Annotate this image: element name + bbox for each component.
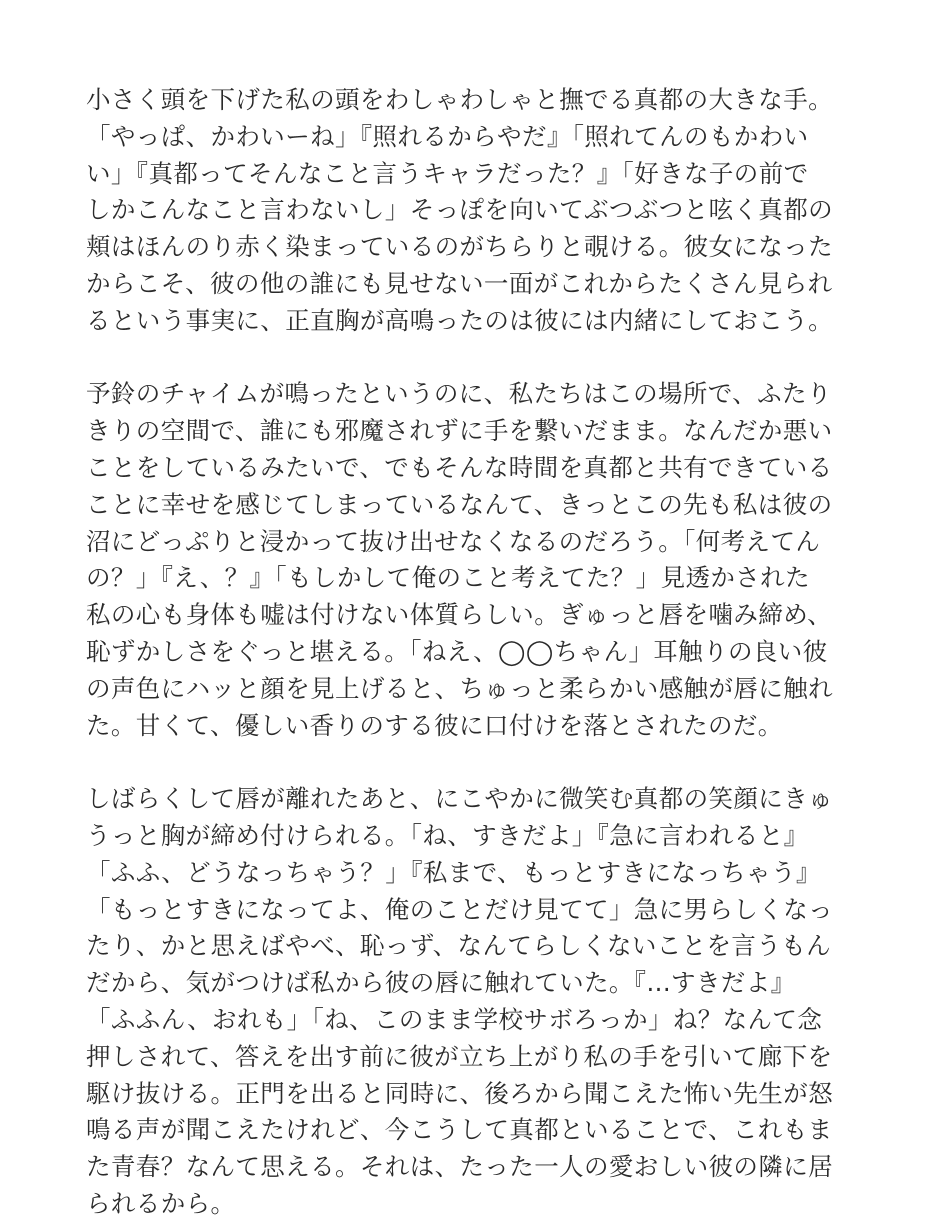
text-line: きりの空間で、誰にも邪魔されずに手を繋いだまま。なんだか悪い <box>86 416 833 446</box>
story-text <box>86 82 886 1223</box>
paragraph-3 <box>86 781 886 1223</box>
text-line: 鳴る声が聞こえたけれど、今こうして真都といることで、これもま <box>86 1115 833 1145</box>
text-line: 「やっぱ、かわいーね」『照れるからやだ』「照れてんのもかわい <box>86 121 809 151</box>
text-line: たり、かと思えばやべ、恥っず、なんてらしくないことを言うもん <box>86 931 832 961</box>
paragraph-gap <box>86 744 886 781</box>
text-line: 頬はほんのり赤く染まっているのがちらりと覗ける。彼女になった <box>86 232 833 262</box>
text-line: しばらくして唇が離れたあと、にこやかに微笑む真都の笑顔にきゅ <box>86 784 833 814</box>
text-line: ことに幸せを感じてしまっているなんて、きっとこの先も私は彼の <box>86 489 833 519</box>
text-line: 駆け抜ける。正門を出ると同時に、後ろから聞こえた怖い先生が怒 <box>86 1078 833 1108</box>
paragraph-gap <box>86 340 886 377</box>
text-line: い」『真都ってそんなこと言うキャラだった？』「好きな子の前で <box>86 158 809 188</box>
text-line: うっと胸が締め付けられる。「ね、すきだよ」『急に言われると』 <box>86 820 809 850</box>
text-line: 押しされて、答えを出す前に彼が立ち上がり私の手を引いて廊下を <box>86 1041 833 1071</box>
text-line: ことをしているみたいで、でもそんな時間を真都と共有できている <box>86 452 833 482</box>
text-line: た。甘くて、優しい香りのする彼に口付けを落とされたのだ。 <box>86 710 783 740</box>
text-line: られるから。 <box>86 1188 236 1218</box>
text-line: 私の心も身体も嘘は付けない体質らしい。ぎゅっと唇を噛み締め、 <box>86 600 833 630</box>
text-line: からこそ、彼の他の誰にも見せない一面がこれからたくさん見られ <box>86 268 833 298</box>
text-line: 「ふふ、どうなっちゃう？」『私まで、もっとすきになっちゃう』 <box>86 857 821 887</box>
paragraph-1 <box>86 82 886 340</box>
text-line: 「もっとすきになってよ、俺のことだけ見てて」急に男らしくなっ <box>86 894 833 924</box>
text-line: た青春？なんて思える。それは、たった一人の愛おしい彼の隣に居 <box>86 1152 833 1182</box>
text-line: 小さく頭を下げた私の頭をわしゃわしゃと撫でる真都の大きな手。 <box>86 85 833 114</box>
text-line: 予鈴のチャイムが鳴ったというのに、私たちはこの場所で、ふたり <box>86 379 832 409</box>
paragraph-2 <box>86 376 886 744</box>
text-line: るという事実に、正直胸が高鳴ったのは彼には内緒にしておこう。 <box>86 305 833 335</box>
text-line: しかこんなこと言わないし」そっぽを向いてぶつぶつと呟く真都の <box>86 195 833 225</box>
text-line: 沼にどっぷりと浸かって抜け出せなくなるのだろう。「何考えてん <box>86 526 821 556</box>
text-line: 恥ずかしさをぐっと堪える。「ねえ、◯◯ちゃん」耳触りの良い彼 <box>86 636 828 666</box>
text-line: の声色にハッと顔を見上げると、ちゅっと柔らかい感触が唇に触れ <box>86 673 833 703</box>
text-line: 「ふふん、おれも」「ね、このまま学校サボろっか」ね？なんて念 <box>86 1004 823 1034</box>
text-line: だから、気がつけば私から彼の唇に触れていた。『...すきだよ』 <box>86 968 796 998</box>
text-line: の？」『え、？』「もしかして俺のこと考えてた？」見透かされた <box>86 563 810 593</box>
